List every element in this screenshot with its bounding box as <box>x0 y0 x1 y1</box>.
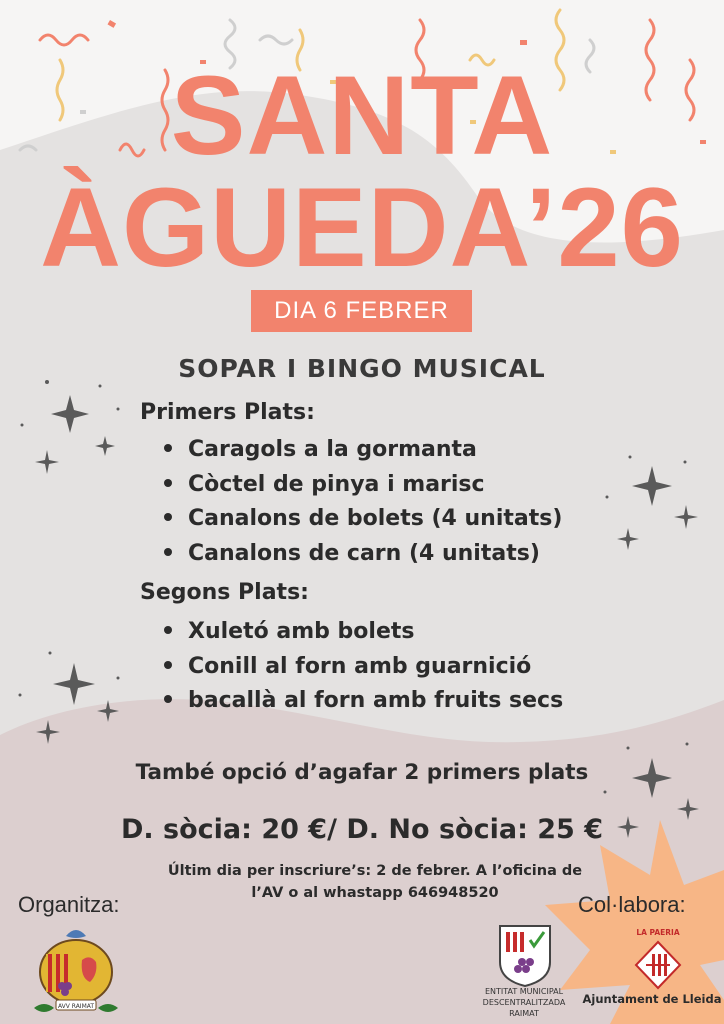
title-line-1: SANTA <box>170 53 554 178</box>
ajuntament-lleida-label: Ajuntament de Lleida <box>582 992 722 1006</box>
registration-info <box>150 860 600 904</box>
option-text: També opció d’agafar 2 primers plats <box>135 760 589 785</box>
bullet-icon <box>164 695 172 703</box>
date-badge: DIA 6 FEBRER <box>251 290 472 332</box>
list-item: Conill al forn amb guarnició <box>160 650 563 685</box>
first-courses-heading: Primers Plats: <box>140 400 315 425</box>
first-courses-list <box>160 433 562 571</box>
list-item: Canalons de carn (4 unitats) <box>160 537 562 572</box>
avv-logo-text: AVV RAIMAT <box>57 1003 95 1010</box>
bullet-icon <box>164 548 172 556</box>
list-item: bacallà al forn amb fruits secs <box>160 684 563 719</box>
avv-raimat-logo <box>26 920 126 1020</box>
organizer-label: Organitza: <box>18 892 120 917</box>
list-item: Canalons de bolets (4 unitats) <box>160 502 562 537</box>
la-paeria-label: LA PAERIA <box>636 928 680 937</box>
second-courses-heading: Segons Plats: <box>140 580 309 605</box>
bullet-icon <box>164 444 172 452</box>
bullet-icon <box>164 661 172 669</box>
list-item: Còctel de pinya i marisc <box>160 468 562 503</box>
registration-info-line-1: Últim dia per inscriure’s: 2 de febrer. A l’oficina de <box>167 863 583 879</box>
price-text: D. sòcia: 20 €/ D. No sòcia: 25 € <box>120 814 604 845</box>
list-item: Caragols a la gormanta <box>160 433 562 468</box>
list-item: Xuletó amb bolets <box>160 615 563 650</box>
title-line-2: ÀGUEDA’26 <box>40 165 684 290</box>
la-paeria-logo <box>632 940 684 990</box>
collaborator-label: Col·labora: <box>578 892 686 917</box>
entitat-logo-caption: ENTITAT MUNICIPAL DESCENTRALITZADA RAIMAT <box>482 987 566 1018</box>
registration-info-line-2: l’AV o al whastapp 646948520 <box>251 885 499 901</box>
second-courses-list <box>160 615 563 719</box>
event-subtitle: SOPAR I BINGO MUSICAL <box>178 354 546 383</box>
bullet-icon <box>164 626 172 634</box>
bullet-icon <box>164 513 172 521</box>
bullet-icon <box>164 479 172 487</box>
